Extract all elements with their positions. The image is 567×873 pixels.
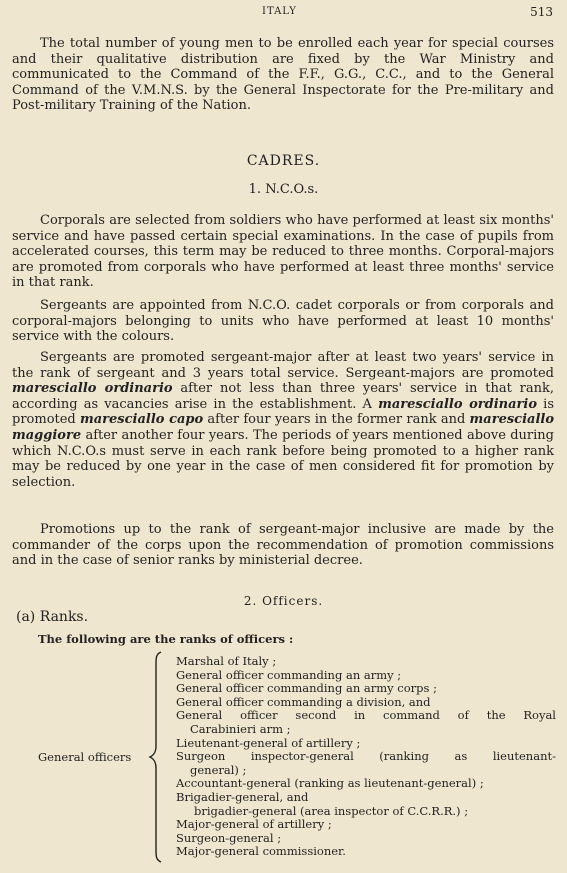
rank-item: General officer second in command of the Royal [176,708,556,723]
promotion-text: Sergeants are promoted sergeant-major after at least two years' service in the rank of sergeant and 3 years total service. Sergeant-majors are promoted [12,350,554,381]
intro-line: courses and their qualitative distribution are fixed by the War Ministry [12,36,554,67]
intro-paragraph [12,36,554,114]
curly-brace-icon [145,650,165,864]
rank-term: maresciallo maggiore [12,412,554,443]
subsection-heading-officers: 2. Officers. [243,594,324,608]
page-header [0,6,567,22]
promotion-text: after not less than three years' service in that rank, according as vacancies arise in the establishment. A [12,381,554,412]
rank-item: Major-general commissioner. [176,844,346,859]
rank-item: Marshal of Italy ; [176,654,277,668]
ranks-heading: (a) Ranks. [16,609,89,625]
intro-line: Pre-military and Post-military Training of the Nation. [12,82,554,114]
promotion-text: is promoted [12,396,554,428]
general-officers-label: General officers [38,750,132,764]
rank-item: Lieutenant-general of artillery ; [176,735,361,750]
section-heading-cadres: CADRES. [246,153,321,169]
intro-line: The total number of young men to be enrolled each year for special [40,36,499,51]
rank-term: maresciallo ordinario [378,396,537,412]
rank-item: General officer commanding a division, and [176,694,431,709]
ranks-intro: The following are the ranks of officers : [38,632,294,646]
rank-item: General officer commanding an army corps ; [176,681,437,696]
rank-item: Surgeon-general ; [176,830,282,845]
promotion-text: after four years in the former rank and [203,412,470,428]
nco-paragraph-commissions: Promotions up to the rank of sergeant-major inclusive are made by the commander of the corps upon the recommendation of promotion commissions and in the case of senior ranks by ministerial decree. [12,522,554,569]
nco-paragraph-corporals: Corporals are selected from soldiers who have performed at least six months' service and have passed certain special examinations. In the case of pupils from accelerated courses, this term may be reduced to three months. Corporal-majors are promoted from corporals who have performed at least three months' service in that rank. [12,213,554,291]
intro-line: General Command of the V.M.N.S. by the General Inspectorate for the [12,67,554,98]
nco-paragraph-sergeants: Sergeants are appointed from N.C.O. cadet corporals or from corporals and corporal-majors belonging to units who have performed at least 10 months' service with the colours. [12,298,554,345]
promotion-text: after another four years. The periods of years mentioned above during which N.C.O.s must serve in each rank before being promoted to a higher rank may be reduced by one year in the case of men considered fit for promotion by selection. [12,427,554,490]
rank-item: brigadier-general (area inspector of C.C.R.R.) ; [194,803,469,818]
rank-item: Accountant-general (ranking as lieutenant-general) ; [176,776,484,791]
rank-item: general) ; [190,762,247,777]
page-number: 513 [530,5,553,19]
rank-item: Brigadier-general, and [176,789,309,804]
rank-item: Surgeon inspector-general (ranking as lieutenant- [176,749,556,764]
subsection-heading-ncos: 1. N.C.O.s. [248,182,319,197]
general-officers-list [176,655,556,859]
nco-paragraph-promotions [12,350,554,490]
rank-item: Major-general of artillery ; [176,817,332,832]
rank-item: Carabinieri arm ; [190,721,291,736]
rank-item: General officer commanding an army ; [176,667,402,682]
running-title: ITALY [262,6,297,17]
rank-term: maresciallo capo [80,412,204,428]
rank-term: maresciallo ordinario [12,381,173,397]
intro-line: and communicated to the Command of the F.F., G.G., C.C., and to the [12,51,554,83]
